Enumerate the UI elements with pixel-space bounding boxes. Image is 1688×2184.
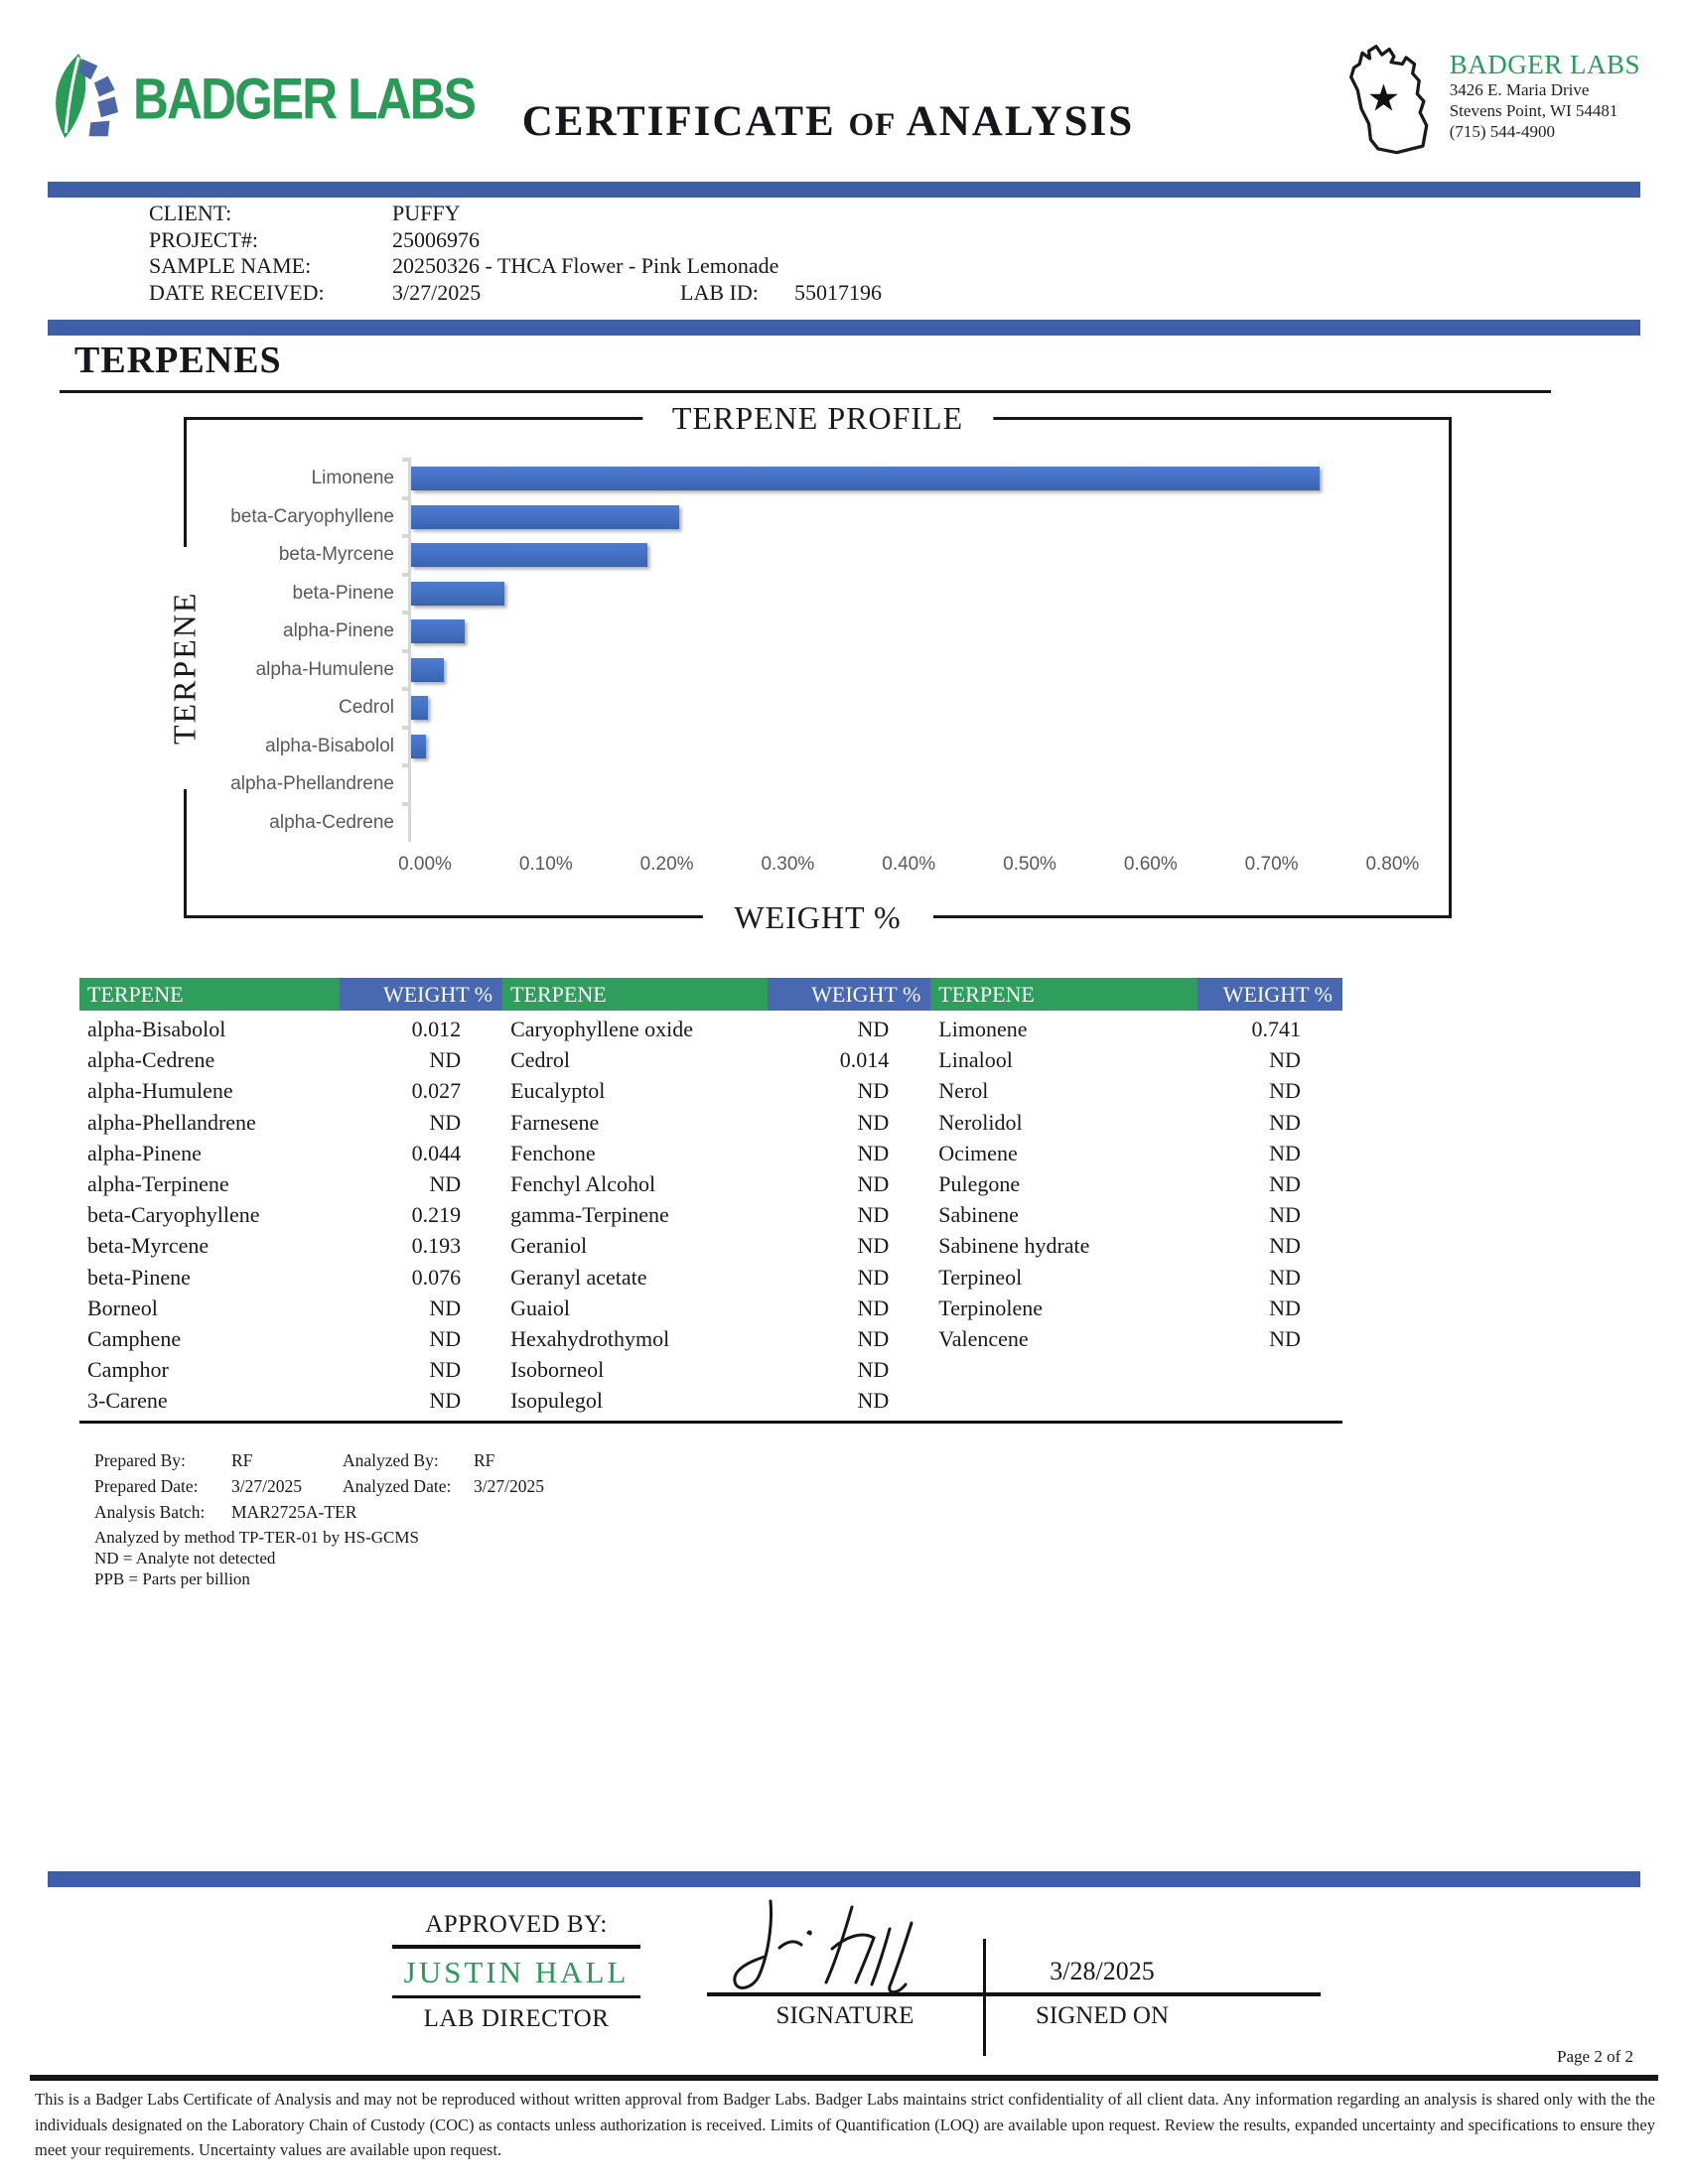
terpene-name-cell: alpha-Humulene <box>87 1078 233 1104</box>
analysis-batch-value: MAR2725A-TER <box>231 1502 357 1522</box>
sample-name-label: SAMPLE NAME: <box>149 253 312 278</box>
analyzed-by-label: Analyzed By: <box>343 1450 439 1470</box>
terpene-weight-cell: ND <box>1269 1171 1301 1197</box>
chart-bar-track <box>408 689 1433 728</box>
chart-bar <box>411 619 465 643</box>
terpene-weight-cell: ND <box>857 1264 890 1290</box>
terpene-name-cell: Sabinene <box>938 1202 1019 1228</box>
prepared-by-value: RF <box>231 1450 253 1470</box>
title-word-of: OF <box>848 107 897 143</box>
signed-on-line <box>986 1992 1321 1996</box>
chart-x-axis-ticks <box>398 854 1433 878</box>
terpene-weight-cell: ND <box>429 1357 462 1383</box>
chart-bar <box>411 658 444 682</box>
terpene-name-cell: Nerolidol <box>938 1109 1023 1135</box>
analyzed-date-label: Analyzed Date: <box>343 1476 452 1496</box>
client-value: PUFFY <box>392 201 461 225</box>
terpene-name-cell: Hexahydrothymol <box>510 1326 670 1352</box>
signature-icon <box>685 1893 983 1992</box>
terpene-weight-cell: ND <box>1269 1078 1301 1104</box>
chart-x-tick-label: 0.30% <box>761 854 815 875</box>
chart-bar-track <box>408 460 1433 498</box>
chart-bar <box>411 735 426 758</box>
chart-x-tick-label: 0.10% <box>518 854 573 875</box>
page-header <box>48 36 1640 187</box>
signed-on-date: 3/28/2025 <box>1050 1957 1155 1985</box>
terpene-name-cell: Geraniol <box>510 1233 588 1259</box>
chart-x-axis-label: WEIGHT % <box>702 897 932 937</box>
terpene-weight-cell: ND <box>857 1171 890 1197</box>
chart-bar <box>411 505 679 529</box>
terpene-name-cell: 3-Carene <box>87 1388 168 1414</box>
chart-bar-track <box>408 728 1433 766</box>
terpene-name-cell: Ocimene <box>938 1140 1018 1165</box>
terpene-weight-cell: ND <box>857 1233 890 1259</box>
table-header-weight: WEIGHT % <box>340 978 502 1011</box>
chart-category-label: alpha-Phellandrene <box>230 773 394 795</box>
terpene-name-cell: beta-Caryophyllene <box>87 1202 260 1228</box>
footer-disclaimer: This is a Badger Labs Certificate of Analysis and may not be reproduced without written approval from Badger Labs. Badger Labs maintains strict confidentiality of all client data. Any information regarding an analysis is shared only with the the individuals designated on the Laboratory Chain of Custody (COC) as contacts unless authorization is received. Limits of Quantification (LOQ) are available upon request. Review the results, expanded uncertainty and specifications to ensure they meet your requirements. Uncertainty values are available upon request. <box>35 2090 1655 2159</box>
terpene-weight-cell: ND <box>429 1171 462 1197</box>
project-value: 25006976 <box>392 226 480 252</box>
terpene-weight-cell: ND <box>857 1109 890 1135</box>
chart-category-label: alpha-Pinene <box>283 620 394 642</box>
terpene-name-cell: Camphene <box>87 1326 182 1352</box>
document-title <box>522 97 1134 146</box>
terpene-name-cell: Cedrol <box>510 1047 570 1073</box>
terpene-name-cell: alpha-Terpinene <box>87 1171 229 1197</box>
terpene-weight-cell: ND <box>857 1078 890 1104</box>
terpene-name-cell: Terpineol <box>938 1264 1023 1290</box>
terpene-weight-cell: ND <box>429 1047 462 1073</box>
terpene-name-cell: Farnesene <box>510 1109 600 1135</box>
chart-x-tick-label: 0.00% <box>398 854 452 875</box>
terpene-name-cell: Limonene <box>938 1017 1028 1041</box>
terpene-weight-cell: ND <box>429 1109 462 1135</box>
terpene-weight-cell: ND <box>1269 1233 1301 1259</box>
terpene-name-cell: Eucalyptol <box>510 1078 606 1104</box>
terpene-weight-cell: ND <box>1269 1047 1301 1073</box>
chart-category-label: beta-Caryophyllene <box>230 505 394 527</box>
terpene-weight-cell: 0.076 <box>411 1264 462 1290</box>
terpene-weight-cell: ND <box>1269 1202 1301 1228</box>
approved-by-label: APPROVED BY: <box>392 1911 640 1949</box>
terpene-name-cell: gamma-Terpinene <box>510 1202 669 1228</box>
chart-bar-row <box>205 689 1433 728</box>
terpene-name-cell: alpha-Cedrene <box>87 1047 215 1073</box>
date-received-label: DATE RECEIVED: <box>149 279 325 305</box>
client-info-block <box>149 201 882 306</box>
table-header-terpene: TERPENE <box>502 978 768 1011</box>
chart-x-tick-label: 0.50% <box>1003 854 1056 875</box>
chart-bar-track <box>408 804 1433 843</box>
sample-name-value: 20250326 - THCA Flower - Pink Lemonade <box>392 253 779 278</box>
terpene-name-cell: alpha-Bisabolol <box>87 1017 226 1041</box>
separator-bar-top <box>48 182 1640 198</box>
terpene-weight-cell: ND <box>857 1326 890 1352</box>
table-header-terpene: TERPENE <box>79 978 340 1011</box>
chart-bar <box>411 467 1320 490</box>
analysis-batch-label: Analysis Batch: <box>94 1502 206 1522</box>
lab-name: BADGER LABS <box>1449 50 1640 79</box>
project-label: PROJECT#: <box>149 226 259 252</box>
approval-block <box>0 1911 1688 2070</box>
approver-name: JUSTIN HALL <box>392 1949 640 1998</box>
terpene-weight-cell: ND <box>1269 1264 1301 1290</box>
chart-plot-area <box>205 460 1433 842</box>
client-label: CLIENT: <box>149 201 232 225</box>
terpene-weight-cell: 0.193 <box>411 1233 462 1259</box>
terpene-weight-cell: ND <box>1269 1326 1301 1352</box>
chart-bar <box>411 696 428 720</box>
chart-bar-row <box>205 765 1433 804</box>
lab-id-label: LAB ID: <box>680 279 759 305</box>
signature-label: SIGNATURE <box>775 2002 914 2029</box>
chart-bar-track <box>408 765 1433 804</box>
chart-category-label: Limonene <box>311 468 394 489</box>
terpene-weight-cell: ND <box>857 1017 890 1041</box>
chart-x-tick-label: 0.70% <box>1244 854 1299 875</box>
table-header-terpene: TERPENE <box>930 978 1196 1011</box>
table-header-weight: WEIGHT % <box>1197 978 1342 1011</box>
date-received-value: 3/27/2025 <box>392 279 482 305</box>
terpene-name-cell: Linalool <box>938 1047 1013 1073</box>
chart-category-label: alpha-Humulene <box>255 658 394 680</box>
chart-category-label: Cedrol <box>339 697 394 719</box>
chart-y-axis-label: TERPENE <box>161 547 209 789</box>
terpene-name-cell: beta-Pinene <box>87 1264 191 1290</box>
terpene-weight-cell <box>1197 1385 1342 1416</box>
terpene-name-cell: Isoborneol <box>510 1357 605 1383</box>
title-word-certificate: CERTIFICATE <box>521 98 836 145</box>
chart-title: TERPENE PROFILE <box>642 396 993 440</box>
chart-bar-row <box>205 804 1433 843</box>
logo-wordmark: BADGER LABS <box>133 67 476 132</box>
terpene-weight-cell: ND <box>857 1202 890 1228</box>
terpene-name-cell: beta-Myrcene <box>87 1233 210 1259</box>
terpene-name-cell: Sabinene hydrate <box>938 1233 1090 1259</box>
terpene-weight-cell: 0.044 <box>411 1140 462 1165</box>
leaf-logo-icon <box>48 52 125 147</box>
analysis-meta-block <box>94 1447 544 1525</box>
terpene-name-cell: Fenchyl Alcohol <box>510 1171 656 1197</box>
terpene-weight-cell <box>1197 1354 1342 1385</box>
terpene-profile-chart <box>166 400 1452 935</box>
separator-bar-client <box>48 320 1640 336</box>
lab-address-line1: 3426 E. Maria Drive <box>1449 80 1590 99</box>
terpene-weight-cell: ND <box>1269 1109 1301 1135</box>
lab-id-value: 55017196 <box>794 279 882 305</box>
terpene-name-cell: Nerol <box>938 1078 989 1104</box>
lab-phone: (715) 544-4900 <box>1449 122 1555 141</box>
wisconsin-state-icon <box>1340 42 1444 163</box>
chart-x-tick-label: 0.80% <box>1365 854 1420 875</box>
terpene-weight-cell: ND <box>857 1295 890 1320</box>
terpene-weight-cell: ND <box>429 1295 462 1320</box>
lab-address-block <box>1340 42 1640 163</box>
approval-divider <box>983 1939 986 2056</box>
separator-bar-approval <box>48 1871 1640 1887</box>
terpene-weight-cell: ND <box>857 1140 890 1165</box>
terpene-results-table <box>79 978 1342 1424</box>
terpene-weight-cell: ND <box>1269 1295 1301 1320</box>
terpene-weight-cell: 0.014 <box>839 1047 890 1073</box>
terpene-weight-cell: ND <box>1269 1140 1301 1165</box>
chart-bar-track <box>408 575 1433 614</box>
terpene-name-cell: Geranyl acetate <box>510 1264 647 1290</box>
chart-x-tick-label: 0.60% <box>1123 854 1178 875</box>
ppb-note: PPB = Parts per billion <box>94 1570 250 1588</box>
nd-note: ND = Analyte not detected <box>94 1549 276 1568</box>
method-note: Analyzed by method TP-TER-01 by HS-GCMS <box>94 1528 419 1547</box>
chart-x-tick-label: 0.40% <box>882 854 936 875</box>
terpene-weight-cell: ND <box>429 1326 462 1352</box>
chart-bar-track <box>408 536 1433 575</box>
chart-bar-row <box>205 575 1433 614</box>
terpene-name-cell: Borneol <box>87 1295 158 1320</box>
chart-category-label: beta-Pinene <box>292 582 394 604</box>
signed-on-label: SIGNED ON <box>1035 2002 1170 2029</box>
chart-bar <box>411 582 504 606</box>
analysis-notes <box>94 1527 419 1589</box>
analyzed-date-value: 3/27/2025 <box>474 1476 544 1496</box>
terpene-name-cell: Camphor <box>87 1357 169 1383</box>
prepared-date-label: Prepared Date: <box>94 1476 199 1496</box>
badger-labs-logo <box>48 52 504 147</box>
page-number: Page 2 of 2 <box>1557 2047 1633 2066</box>
chart-bar-row <box>205 651 1433 690</box>
chart-bar-track <box>408 613 1433 651</box>
chart-bar <box>411 543 647 567</box>
terpene-name-cell: alpha-Pinene <box>87 1140 202 1165</box>
prepared-by-label: Prepared By: <box>94 1450 186 1470</box>
terpene-name-cell <box>930 1385 1196 1416</box>
terpene-name-cell <box>930 1354 1196 1385</box>
terpene-weight-cell: 0.741 <box>1251 1017 1301 1041</box>
chart-bar-track <box>408 498 1433 537</box>
terpene-name-cell: Fenchone <box>510 1140 596 1165</box>
terpene-name-cell: alpha-Phellandrene <box>87 1109 256 1135</box>
terpene-name-cell: Valencene <box>938 1326 1029 1352</box>
terpene-name-cell: Terpinolene <box>938 1295 1044 1320</box>
analyzed-by-value: RF <box>474 1450 495 1470</box>
chart-category-label: alpha-Cedrene <box>269 811 394 833</box>
chart-bar-row <box>205 536 1433 575</box>
footer-rule <box>30 2075 1658 2081</box>
terpene-weight-cell: ND <box>429 1388 462 1414</box>
terpene-name-cell: Isopulegol <box>510 1388 603 1414</box>
terpene-weight-cell: 0.219 <box>411 1202 462 1228</box>
title-word-analysis: ANALYSIS <box>906 98 1135 145</box>
signature-line <box>707 1992 983 1996</box>
terpene-name-cell: Guaiol <box>510 1295 570 1320</box>
terpene-weight-cell: 0.027 <box>411 1078 462 1104</box>
terpene-name-cell: Pulegone <box>938 1171 1021 1197</box>
chart-bar-row <box>205 613 1433 651</box>
terpene-weight-cell: ND <box>857 1357 890 1383</box>
lab-address-line2: Stevens Point, WI 54481 <box>1449 101 1618 120</box>
terpenes-section-title: TERPENES <box>60 339 1551 393</box>
table-header-weight: WEIGHT % <box>768 978 930 1011</box>
terpene-name-cell: Caryophyllene oxide <box>510 1017 694 1041</box>
chart-bar-row <box>205 498 1433 537</box>
terpene-weight-cell: ND <box>857 1388 890 1414</box>
prepared-date-value: 3/27/2025 <box>231 1476 302 1496</box>
approver-title: LAB DIRECTOR <box>423 2005 610 2032</box>
chart-category-label: beta-Myrcene <box>278 544 394 566</box>
chart-x-tick-label: 0.20% <box>639 854 694 875</box>
terpene-weight-cell: 0.012 <box>411 1017 462 1041</box>
chart-bar-track <box>408 651 1433 690</box>
chart-bar-row <box>205 728 1433 766</box>
chart-category-label: alpha-Bisabolol <box>265 735 394 756</box>
wisconsin-star: ★ <box>1366 75 1401 120</box>
chart-bar-row <box>205 460 1433 498</box>
